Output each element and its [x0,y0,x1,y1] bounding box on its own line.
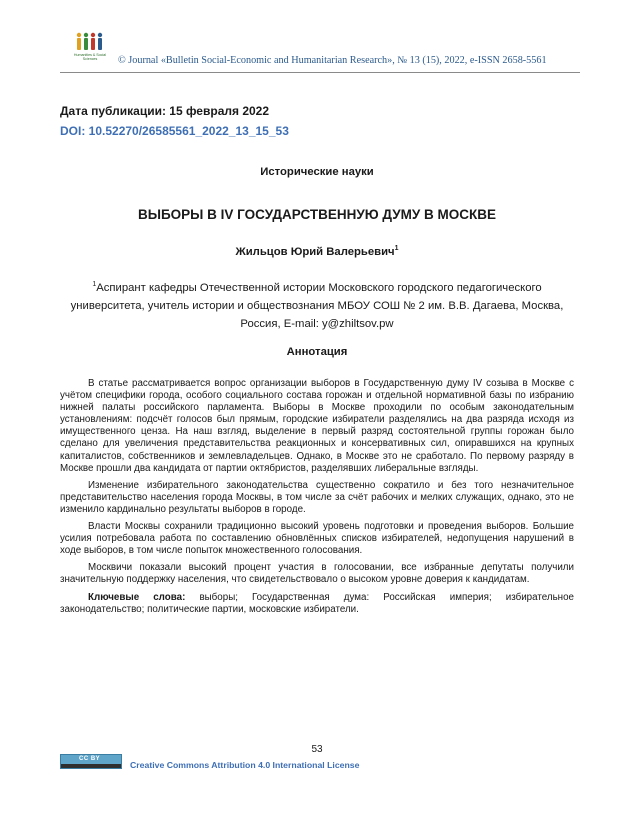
affiliation-text: Аспирант кафедры Отечественной истории Московского городского педагогического университета, учитель истории и обществознания МБОУ СОШ № 2 им. В.В. Дагаева, Москва, Россия, E-mail: y@zhiltsov.pw [70,281,564,330]
cc-by-badge-icon[interactable] [60,754,122,769]
keywords-text: выборы; Государственная дума: Российская империя; избирательное законодательство; политические партии, московские избиратели. [60,591,574,615]
section-heading: Исторические науки [260,166,374,178]
cc-badge-text: CC BY [79,756,101,762]
logo-caption: Humanities & Social Sciences [73,53,107,62]
publication-date: Дата публикации: 15 февраля 2022 [60,104,270,118]
author-name [0,245,634,258]
affiliation-footnote-mark: 1 [92,281,97,288]
abstract-heading: Аннотация [286,346,348,358]
page-number: 53 [311,744,323,755]
abstract-body [60,378,574,621]
abstract-paragraph: Власти Москвы сохранили традиционно высокий уровень подготовки и проведения выборов. Большие усилия потребовала работа по составлению обновлённых списков избирателей, недопущения нарушений в ходе выборов, в том числе попыток множественного голосования. [60,521,574,557]
abstract-paragraph: Москвичи показали высокий процент участия в голосовании, все избранные депутаты получили значительную поддержку населения, что свидетельствовало о высоком уровне доверия к кандидатам. [60,562,574,586]
doi-link[interactable]: DOI: 10.52270/26585561_2022_13_15_53 [60,124,289,138]
journal-logo [68,32,112,61]
article-title: ВЫБОРЫ В IV ГОСУДАРСТВЕННУЮ ДУМУ В МОСКВЕ [138,207,496,222]
header-divider [60,72,580,73]
abstract-paragraph: В статье рассматривается вопрос организации выборов в Государственную думу IV созыва в Москве с учётом специфики города, особого социального состава горожан и отдельной нормативной базы по избранию нижней палаты российского парламента. Выборы в Москве проходили по особым законодательным установлениям: подсчёт голосов был прямым, городские избиратели разделялись на два разряда исходя из имущественного ценза. На наш взгляд, выделение в первый разряд состоятельной группы горожан было сделано для увеличения представительства реакционных и консервативных сил, опиравшихся на крупных капиталистов, собственников и землевладельцев. Однако, в Москве это не сработало. По первому разряду в Москве прошли два кандидата от партии октябристов, разделявших либеральные взгляды. [60,378,574,474]
author-name-text: Жильцов Юрий Валерьевич [235,245,395,258]
license-link[interactable]: Creative Commons Attribution 4.0 International License [130,760,360,770]
keywords-label: Ключевые слова: [88,591,186,603]
people-figures-logo-icon [73,32,107,52]
keywords [60,592,574,616]
author-footnote-mark: 1 [394,245,399,252]
journal-citation: © Journal «Bulletin Social-Economic and Humanitarian Research», № 13 (15), 2022, e-ISSN 2658-5561 [118,55,547,66]
cc-badge-strip [61,764,121,768]
author-affiliation [70,276,564,333]
abstract-paragraph: Изменение избирательного законодательства существенно сократило и без того незначительное представительство населения города Москвы, в том числе за счёт рабочих и мелких служащих, однако, это не изменило кардинально результаты выборов в городе. [60,479,574,515]
